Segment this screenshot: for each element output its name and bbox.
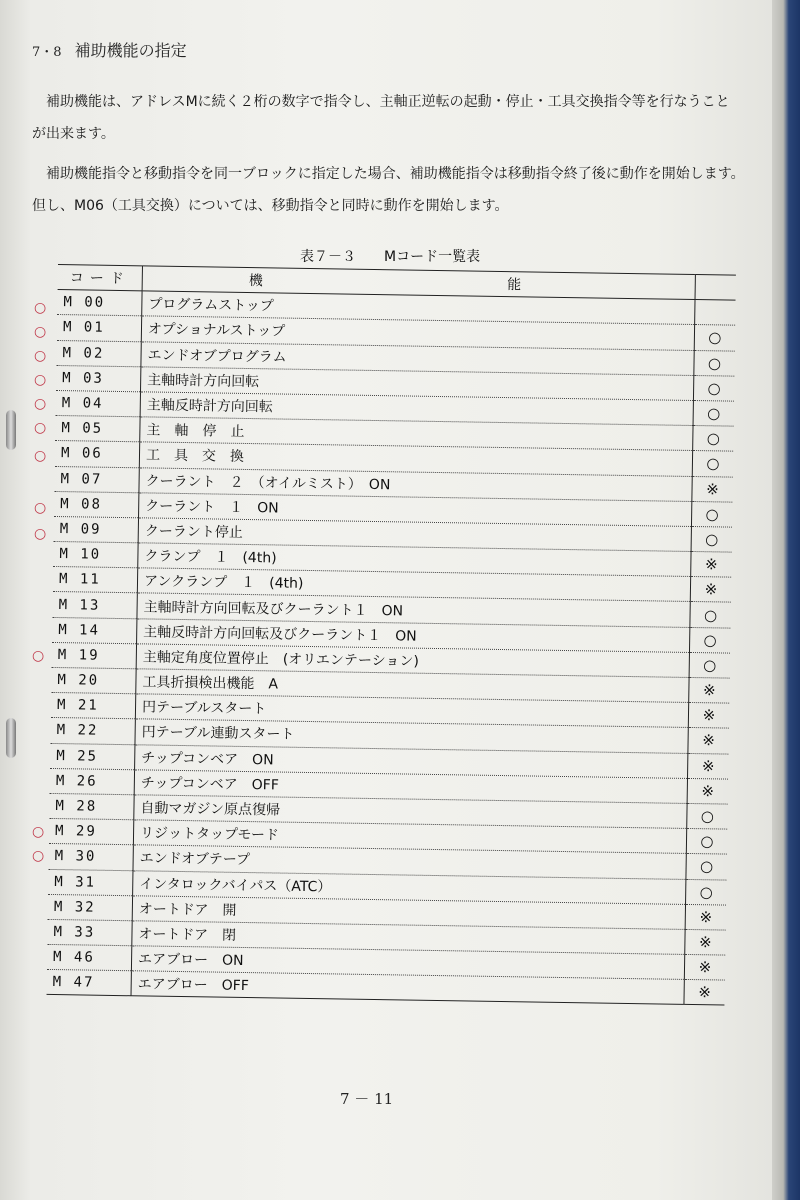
mark-cell: ○ [687,803,728,829]
code-cell: M 33 [47,919,132,946]
mark-cell: ○ [693,400,734,426]
code-cell: M 11 [53,567,138,594]
mark-cell: ○ [692,451,733,477]
mark-cell: ※ [684,954,725,980]
function-cell: 主軸反時計方向回転 [140,392,693,426]
function-cell: 主軸反時計方向回転及びクーラント１ ON [137,618,690,652]
function-header-part: 機 [248,273,263,290]
code-cell: M 04 [56,390,141,417]
code-cell: M 03 [56,365,141,392]
code-cell: M 08 [54,491,139,518]
function-cell: プログラムストップ [142,291,695,325]
mark-cell: ○ [693,375,734,401]
handwritten-mark: ○ [34,500,47,516]
function-cell: エンドオブプログラム [141,341,694,375]
mark-cell: ※ [685,904,726,930]
code-cell: M 19 [52,642,137,669]
mark-cell: ○ [686,829,727,855]
function-cell: インタロックバイパス（ATC） [133,870,686,904]
mark-cell [695,300,736,326]
function-cell: オートドア 開 [132,895,685,929]
code-cell: M 20 [51,667,136,694]
table-caption: 表７－３ Mコード一覧表 [300,249,481,265]
code-cell: M 22 [50,718,135,745]
mark-cell: ○ [691,501,732,527]
handwritten-mark: ○ [34,448,47,464]
mark-cell: ※ [692,476,733,502]
m-code-table [47,264,736,1006]
code-cell: M 06 [55,441,140,468]
mark-cell: ○ [691,526,732,552]
mark-cell: ○ [686,879,727,905]
handwritten-mark: ○ [34,396,47,412]
function-cell: 工具折損検出機能 A [136,669,689,703]
handwritten-mark: ○ [32,648,45,664]
section-heading [32,38,187,61]
paragraph-line: 但し、M06（工具交換）については、移動指令と同時に動作を開始します。 [32,198,509,214]
function-cell: クランプ １ (4th) [138,543,691,577]
handwritten-mark: ○ [34,526,47,542]
handwritten-mark: ○ [32,824,45,840]
mark-cell: ※ [684,980,725,1006]
function-cell: 主軸時計方向回転及びクーラント１ ON [137,593,690,627]
handwritten-mark: ○ [34,324,47,340]
mark-cell: ※ [687,778,728,804]
mark-cell: ※ [685,929,726,955]
code-cell: M 31 [48,869,133,896]
mark-cell: ※ [690,577,731,603]
code-cell: M 26 [50,768,135,795]
mark-cell: ○ [689,652,730,678]
code-cell: M 46 [47,944,132,971]
function-cell: エアブロー OFF [131,971,684,1005]
handwritten-mark: ○ [32,848,45,864]
function-cell: クーラント停止 [138,518,691,552]
function-cell: エンドオブテープ [133,845,686,879]
function-cell: クーラント １ ON [139,492,692,526]
mark-cell: ※ [688,753,729,779]
mark-cell: ○ [694,325,735,351]
binder-ring [6,410,16,450]
section-number: 7・8 [32,45,62,60]
handwritten-mark: ○ [34,420,47,436]
function-cell: チップコンベア OFF [134,770,687,804]
code-cell: M 05 [55,416,140,443]
code-cell: M 28 [49,793,134,820]
function-cell: 自動マガジン原点復帰 [134,795,687,829]
mark-cell: ※ [688,703,729,729]
paragraph-line: 補助機能は、アドレスMに続く２桁の数字で指令し、主軸正逆転の起動・停止・工具交換指令等を行なうこと [46,94,730,110]
function-cell: 工 具 交 換 [139,442,692,476]
code-column-header: コード [58,264,143,291]
code-cell: M 30 [48,844,133,871]
mark-cell: ○ [693,426,734,452]
function-cell: クーラント ２ （オイルミスト） ON [139,467,692,501]
function-cell: 円テーブルスタート [135,694,688,728]
code-cell: M 13 [52,592,137,619]
function-cell: 円テーブル連動スタート [135,719,688,753]
mark-cell: ※ [691,552,732,578]
code-cell: M 21 [51,693,136,720]
code-cell: M 32 [48,894,133,921]
code-cell: M 00 [57,290,142,317]
function-cell: アンクランプ １ (4th) [137,568,690,602]
function-cell: 主軸時計方向回転 [141,367,694,401]
code-cell: M 09 [54,516,139,543]
mark-cell: ※ [688,728,729,754]
handwritten-mark: ○ [34,372,47,388]
handwritten-mark: ○ [34,300,47,316]
mark-column-header [695,275,736,301]
code-cell: M 07 [54,466,139,493]
function-cell: 主 軸 停 止 [140,417,693,451]
mark-cell: ○ [690,602,731,628]
code-cell: M 29 [49,819,134,846]
function-header-part: 能 [507,277,522,294]
code-cell: M 10 [53,542,138,569]
handwritten-mark: ○ [34,348,47,364]
code-cell: M 14 [52,617,137,644]
mark-cell: ○ [694,350,735,376]
code-cell: M 47 [47,970,132,997]
function-cell: 主軸定角度位置停止 (オリエンテーション) [136,644,689,678]
paragraph-line: が出来ます。 [32,126,115,142]
function-cell: オートドア 閉 [132,921,685,955]
mark-cell: ○ [686,854,727,880]
function-cell: リジットタップモード [133,820,686,854]
function-cell: オプショナルストップ [141,316,694,350]
mark-cell: ※ [689,677,730,703]
binder-ring [6,718,16,758]
page-edge [772,0,800,1200]
function-cell: チップコンベア ON [135,744,688,778]
mark-cell: ○ [689,627,730,653]
section-title: 補助機能の指定 [74,41,187,60]
code-cell: M 02 [56,340,141,367]
paragraph-line: 補助機能指令と移動指令を同一ブロックに指定した場合、補助機能指令は移動指令終了後に動作を開始します。 [46,166,745,182]
code-cell: M 01 [57,315,142,342]
code-cell: M 25 [50,743,135,770]
function-cell: エアブロー ON [131,946,684,980]
page-number: 7 － 11 [340,1090,394,1108]
